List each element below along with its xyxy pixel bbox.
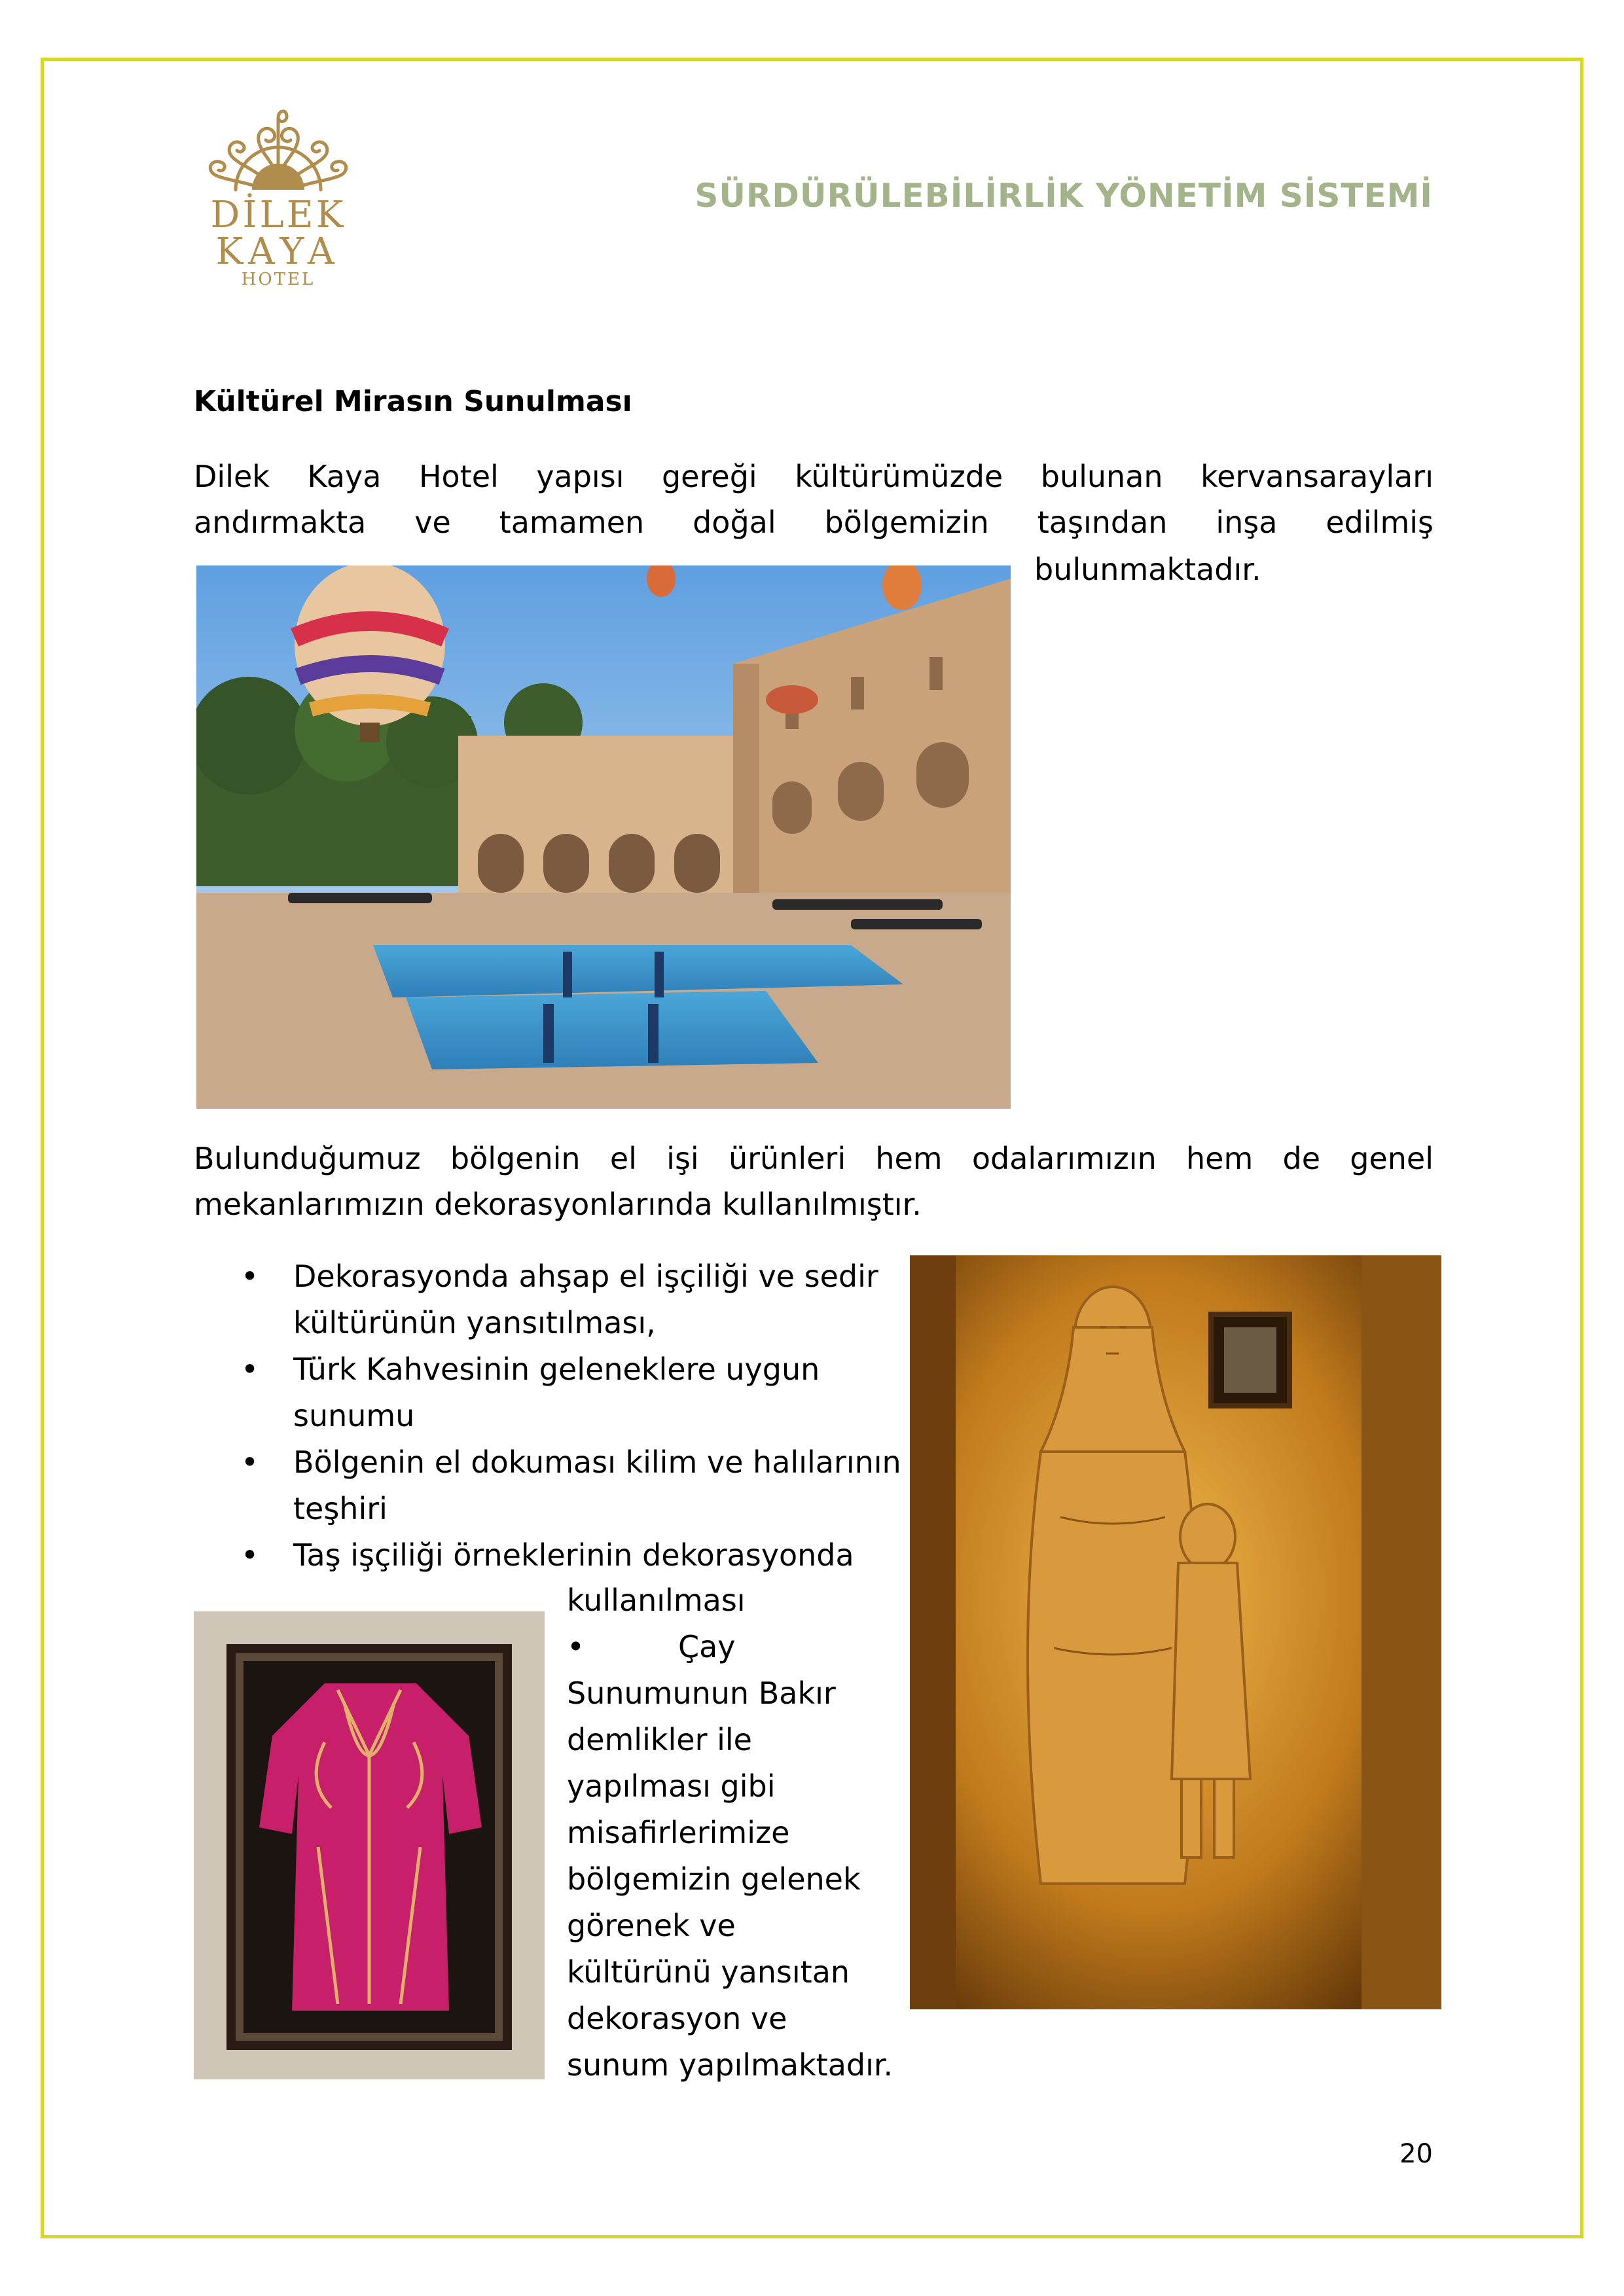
list-item: • Türk Kahvesinin geleneklere uygun sunumu xyxy=(236,1346,903,1439)
bullet-5-line: görenek ve xyxy=(567,1908,736,1943)
hotel-logo xyxy=(196,105,360,288)
logo-name-line2: KAYA xyxy=(215,230,341,273)
paragraph-1-line-1: Dilek Kaya Hotel yapısı gereği kültürümüzde bulunan kervansarayları xyxy=(194,459,1434,494)
logo-name-line3: HOTEL xyxy=(241,270,316,289)
logo-name-line1: DİLEK xyxy=(210,194,346,236)
stone-carving-photo xyxy=(910,1255,1441,2009)
bullet-4-continuation: kullanılması xyxy=(567,1583,746,1618)
header-title: SÜRDÜRÜLEBİLİRLİK YÖNETİM SİSTEMİ xyxy=(695,177,1433,215)
bullet-5-text xyxy=(567,1624,907,2089)
section-heading: Kültürel Mirasın Sunulması xyxy=(194,385,632,418)
bullet-5-line: dekorasyon ve xyxy=(567,2001,787,2036)
paragraph-2 xyxy=(194,1136,1434,1227)
paragraph-1-line-3: bulunmaktadır. xyxy=(1034,552,1261,587)
sun-swirl-icon xyxy=(196,105,360,196)
bullet-5-line: sunum yapılmaktadır. xyxy=(567,2047,893,2083)
bullet-icon: • xyxy=(567,1629,585,1664)
list-item: • Taş işçiliği örneklerinin dekorasyonda xyxy=(236,1532,903,1579)
paragraph-2-line-1: Bulunduğumuz bölgenin el işi ürünleri hem odalarımızın hem de genel xyxy=(194,1141,1434,1176)
paragraph-2-line-2: mekanlarımızın dekorasyonlarında kullanılmıştır. xyxy=(194,1187,922,1222)
bullet-5-line: bölgemizin gelenek xyxy=(567,1861,861,1897)
bullet-5-line: yapılması gibi xyxy=(567,1768,776,1804)
bullet-5-line: misafirlerimize xyxy=(567,1815,790,1850)
list-item: • Dekorasyonda ahşap el işçiliği ve sedir kültürünün yansıtılması, xyxy=(236,1253,903,1346)
bullet-5-line: Sunumunun Bakır xyxy=(567,1676,836,1711)
bullet-5-first-word: Çay xyxy=(678,1629,736,1664)
bullet-5-line: demlikler ile xyxy=(567,1722,752,1757)
paragraph-1-line-2: andırmakta ve tamamen doğal bölgemizin taşından inşa edilmiş xyxy=(194,505,1434,540)
hotel-pool-photo xyxy=(196,565,1011,1109)
list-item: • Bölgenin el dokuması kilim ve halılarının teşhiri xyxy=(236,1439,903,1532)
decoration-bullet-list xyxy=(236,1253,903,1579)
framed-dress-photo xyxy=(194,1611,545,2079)
page-number: 20 xyxy=(1399,2139,1433,2169)
paragraph-1 xyxy=(194,454,1434,545)
bullet-5-line: kültürünü yansıtan xyxy=(567,1954,850,1990)
